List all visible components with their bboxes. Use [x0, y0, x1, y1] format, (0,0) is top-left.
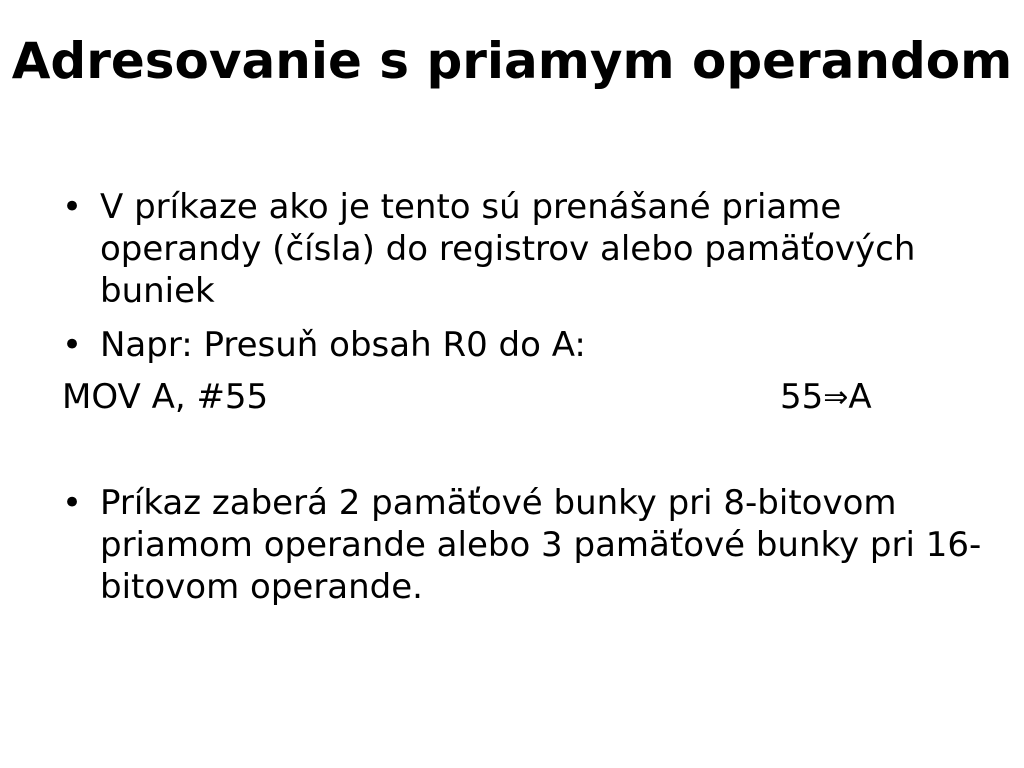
bullet-icon: • — [62, 483, 83, 523]
bullet-list-top — [62, 186, 982, 366]
bullet-icon: • — [62, 325, 83, 365]
bullet-text: V príkaze ako je tento sú prenášané priame operandy (čísla) do registrov alebo pamäťových buniek — [100, 187, 916, 311]
bullet-item — [62, 482, 982, 608]
bullet-item — [62, 324, 982, 366]
slide-title: Adresovanie s priamym operandom — [11, 32, 1013, 90]
double-arrow-icon: ⇒ — [823, 380, 849, 415]
bullet-icon: • — [62, 187, 83, 227]
example-instruction: MOV A, #55 — [62, 377, 269, 417]
effect-source: 55 — [780, 377, 824, 417]
example-line — [62, 376, 962, 420]
effect-target: A — [848, 377, 872, 417]
bullet-item — [62, 186, 982, 312]
bullet-text: Príkaz zaberá 2 pamäťové bunky pri 8-bitovom priamom operande alebo 3 pamäťové bunky pri 16-bitovom operande. — [100, 483, 982, 607]
example-effect — [780, 376, 872, 419]
bullet-list-bottom — [62, 482, 982, 608]
bullet-text: Napr: Presuň obsah R0 do A: — [100, 325, 586, 365]
